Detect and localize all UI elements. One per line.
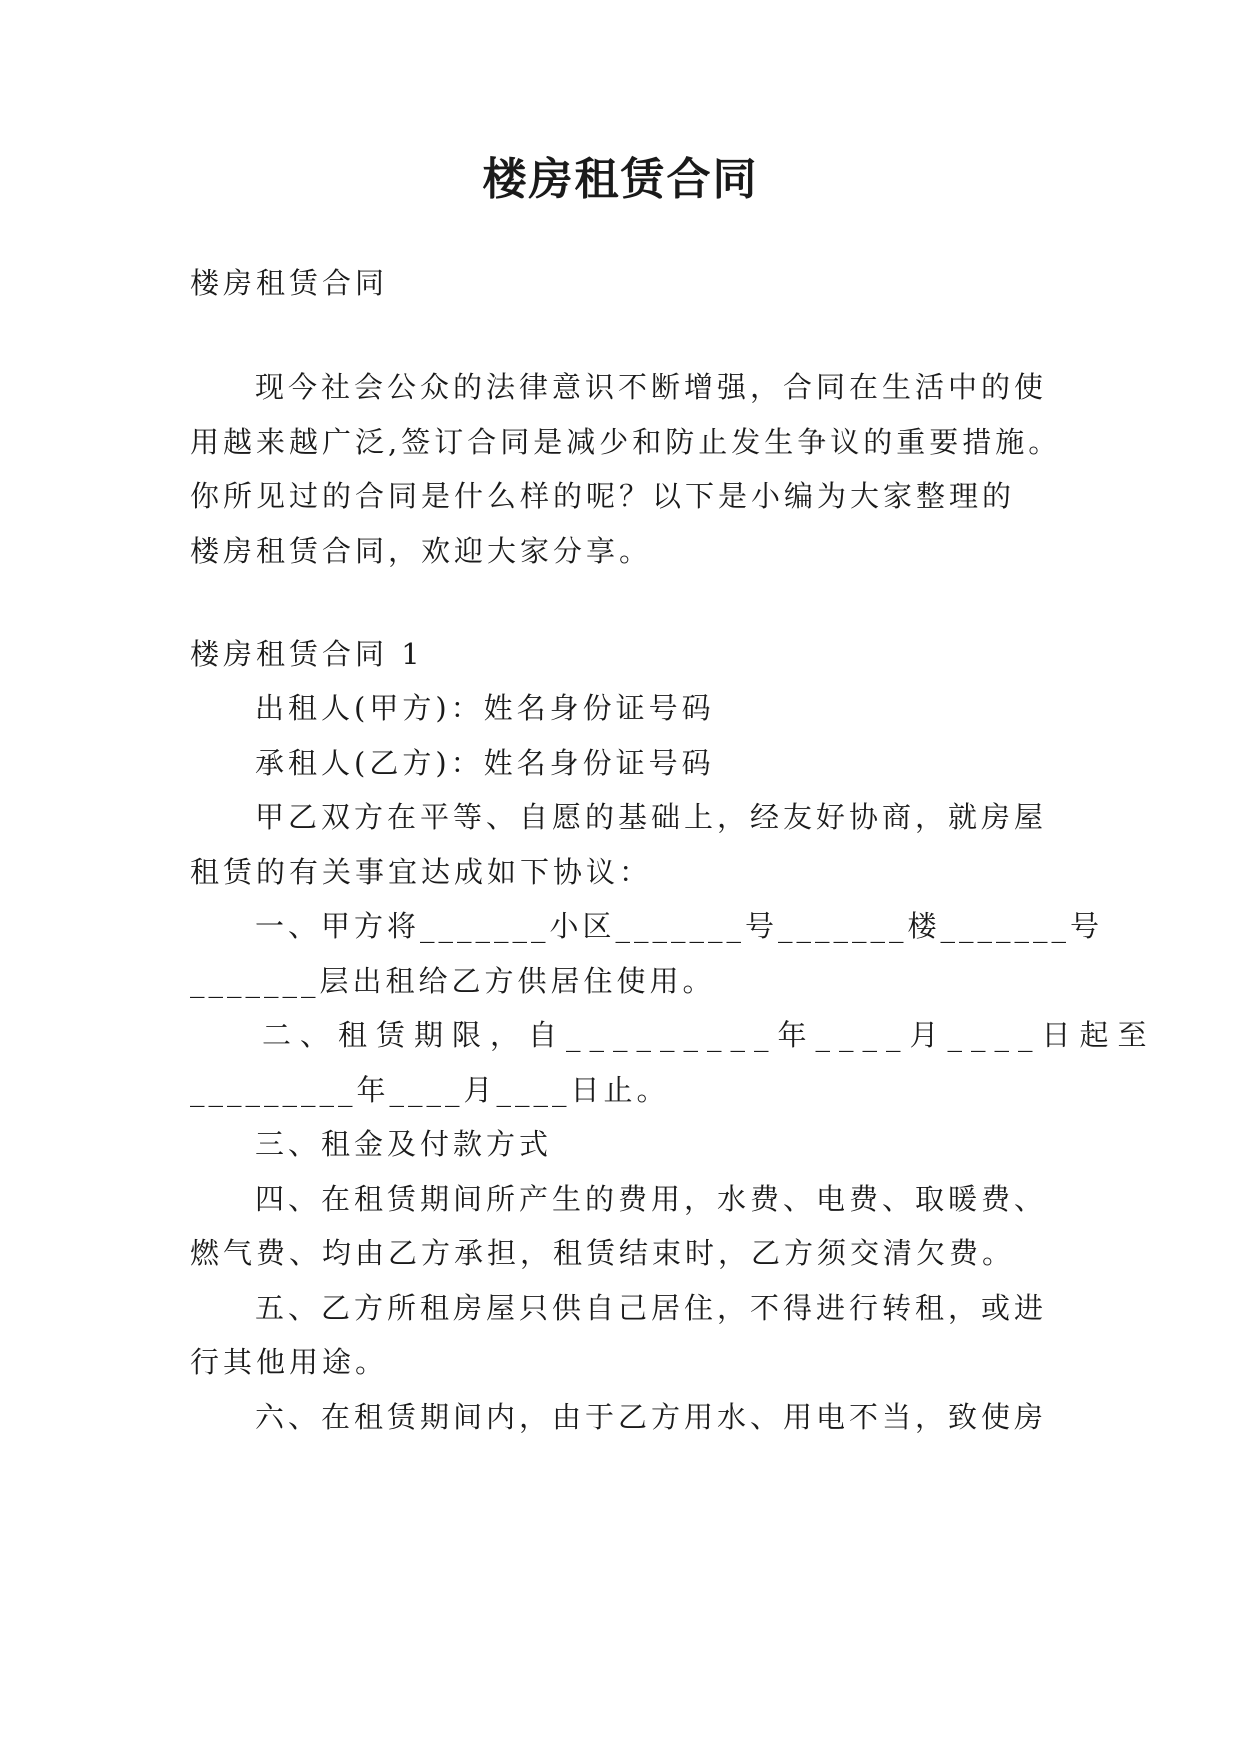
- clause6-line: 六、在租赁期间内，由于乙方用水、用电不当，致使房: [255, 1400, 1048, 1434]
- clause1-line-1: 一、甲方将_______小区_______号_______楼_______号: [255, 909, 1104, 943]
- clause3-line: 三、租金及付款方式: [255, 1127, 553, 1161]
- lessor-line: 出租人(甲方)：姓名身份证号码: [255, 691, 715, 725]
- clause5-line-2: 行其他用途。: [190, 1345, 389, 1379]
- clause2-line-1: 二、租赁期限，自_________年____月____日起至: [262, 1018, 1156, 1052]
- clause5-line-1: 五、乙方所租房屋只供自己居住，不得进行转租，或进: [255, 1291, 1048, 1325]
- intro-line-2: 用越来越广泛,签订合同是减少和防止发生争议的重要措施。: [190, 425, 1062, 459]
- lessee-line: 承租人(乙方)：姓名身份证号码: [255, 746, 715, 780]
- document-subtitle: 楼房租赁合同: [190, 266, 389, 300]
- intro-line-4: 楼房租赁合同，欢迎大家分享。: [190, 534, 653, 568]
- document-title: 楼房租赁合同: [482, 154, 759, 205]
- clause2-line-2: _________年____月____日止。: [190, 1073, 670, 1107]
- agreement-line-2: 租赁的有关事宜达成如下协议：: [190, 855, 653, 889]
- intro-line-3: 你所见过的合同是什么样的呢？以下是小编为大家整理的: [190, 479, 1016, 513]
- clause1-line-2: _______层出租给乙方供居住使用。: [190, 964, 716, 998]
- section-heading: 楼房租赁合同 1: [190, 637, 424, 671]
- clause4-line-1: 四、在租赁期间所产生的费用，水费、电费、取暖费、: [255, 1182, 1048, 1216]
- clause4-line-2: 燃气费、均由乙方承担，租赁结束时，乙方须交清欠费。: [190, 1236, 1016, 1270]
- agreement-line-1: 甲乙双方在平等、自愿的基础上，经友好协商，就房屋: [255, 800, 1048, 834]
- intro-line-1: 现今社会公众的法律意识不断增强，合同在生活中的使: [255, 370, 1048, 404]
